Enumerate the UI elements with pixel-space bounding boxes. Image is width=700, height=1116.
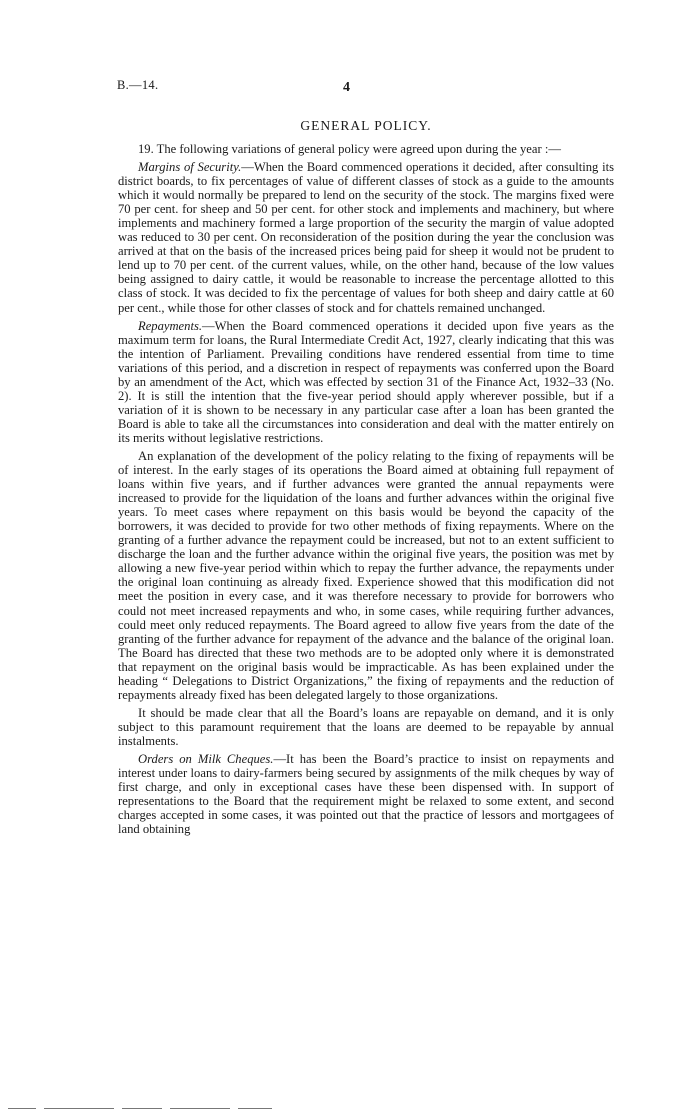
paragraph-text: —When the Board commenced operations it decided upon five years as the maximum term for loans, the Rural Intermediate Credit Act, 1927, clearly indicating that this was the intention of Parliament. Prevailing conditions have rendered essential from time to time variations of this period, and a discretion in respect of repayments was conferred upon the Board by an amendment of the Act, which was effected by section 31 of the Finance Act, 1932–33 (No. 2). It is still the intention that the five-year period should apply wherever possible, but if a variation of it is shown to be necessary in any particular case after a loan has been granted the Board is able to take all the circumstances into consideration and deal with the matter entirely on its merits without legislative restrictions. [118, 318, 614, 445]
paragraph-text: —When the Board commenced operations it decided, after consulting its district boards, to fix percentages of value of different classes of stock as a guide to the amounts which it would normally be prepared to lend on the security of the stock. The margins fixed were 70 per cent. for sheep and 50 per cent. for other stock and implements and machinery, but where implements and machinery formed a large proportion of the security the margin of value adopted was reduced to 30 per cent. On reconsideration of the position during the year the conclusion was arrived at that on the basis of the increased prices being paid for sheep it would not be prudent to lend up to 70 per cent. of the current values, while, on the other hand, because of the low values being assigned to dairy cattle, it would be reasonable to increase the percentage allotted to this class of stock. It was decided to fix the percentage of values for both sheep and dairy cattle at 60 per cent., while those for other classes of stock and for chattels remained unchanged. [118, 160, 614, 315]
paragraph-text: 19. The following variations of general policy were agreed upon during the year :— [138, 142, 561, 156]
rule-segment [122, 1108, 162, 1109]
rule-segment [238, 1108, 272, 1109]
section-title: GENERAL POLICY. [300, 118, 432, 133]
paragraph-margins-of-security [118, 160, 614, 315]
rule-segment [8, 1108, 36, 1109]
paragraph-repayable-on-demand [118, 706, 614, 748]
paragraph-19-intro [118, 142, 614, 156]
page-header [0, 78, 700, 98]
page-number: 4 [343, 80, 350, 95]
run-in-heading: Repayments. [138, 318, 202, 333]
paragraph-text: —It has been the Board’s practice to insist on repayments and interest under loans to dairy-farmers being secured by assignments of the milk cheques by way of first charge, and only in exceptional cases have these been dispensed with. In support of representations to the Board that the requirement might be relaxed to some extent, and second charges accepted in some cases, it was pointed out that the practice of lessors and mortgagees of land obtaining [118, 751, 614, 837]
page-body [118, 118, 614, 840]
document-reference: B.—14. [117, 78, 159, 92]
paragraph-text: It should be made clear that all the Board’s loans are repayable on demand, and it is only subject to this paramount requirement that the loans are deemed to be repayable by annual instalments. [118, 705, 614, 748]
run-in-heading: Margins of Security. [138, 160, 242, 175]
paragraph-repayment-policy-explanation [118, 449, 614, 702]
paragraph-repayments [118, 319, 614, 445]
run-in-heading: Orders on Milk Cheques. [138, 751, 274, 766]
rule-segment [44, 1108, 114, 1109]
rule-segment [170, 1108, 230, 1109]
footer-rule [0, 1106, 700, 1112]
paragraph-text: An explanation of the development of the policy relating to the fixing of repayments will be of interest. In the early stages of its operations the Board aimed at obtaining full repayment of loans within five years, and if further advances were granted the annual repayments were increased to provide for the liquidation of the loans and further advances within the original five years. To meet cases where repayment on this basis would be beyond the capacity of the borrowers, it was decided to provide for two other methods of fixing repayments. Where on the granting of a further advance the repayment could be increased, but not to an extent sufficient to discharge the loan and the further advance within the original five years, the position was met by allowing a new five-year period within which to repay the further advance, the repayments under the original loan continuing as already fixed. Experience showed that this modification did not meet the position in every case, and it was therefore necessary to provide for borrowers who could not meet increased repayments and who, in some cases, while requiring further advances, could meet only reduced repayments. The Board agreed to allow five years from the date of the granting of the further advance for repayment of the advance and the balance of the original loan. The Board has directed that these two methods are to be adopted only where it is demonstrated that repayment on the original basis would be impracticable. As has been explained under the heading “ Delegations to District Organizations,” the fixing of repayments and the reduction of repayments already fixed has been delegated largely to those organizations. [118, 448, 614, 702]
paragraph-orders-on-milk-cheques [118, 752, 614, 836]
